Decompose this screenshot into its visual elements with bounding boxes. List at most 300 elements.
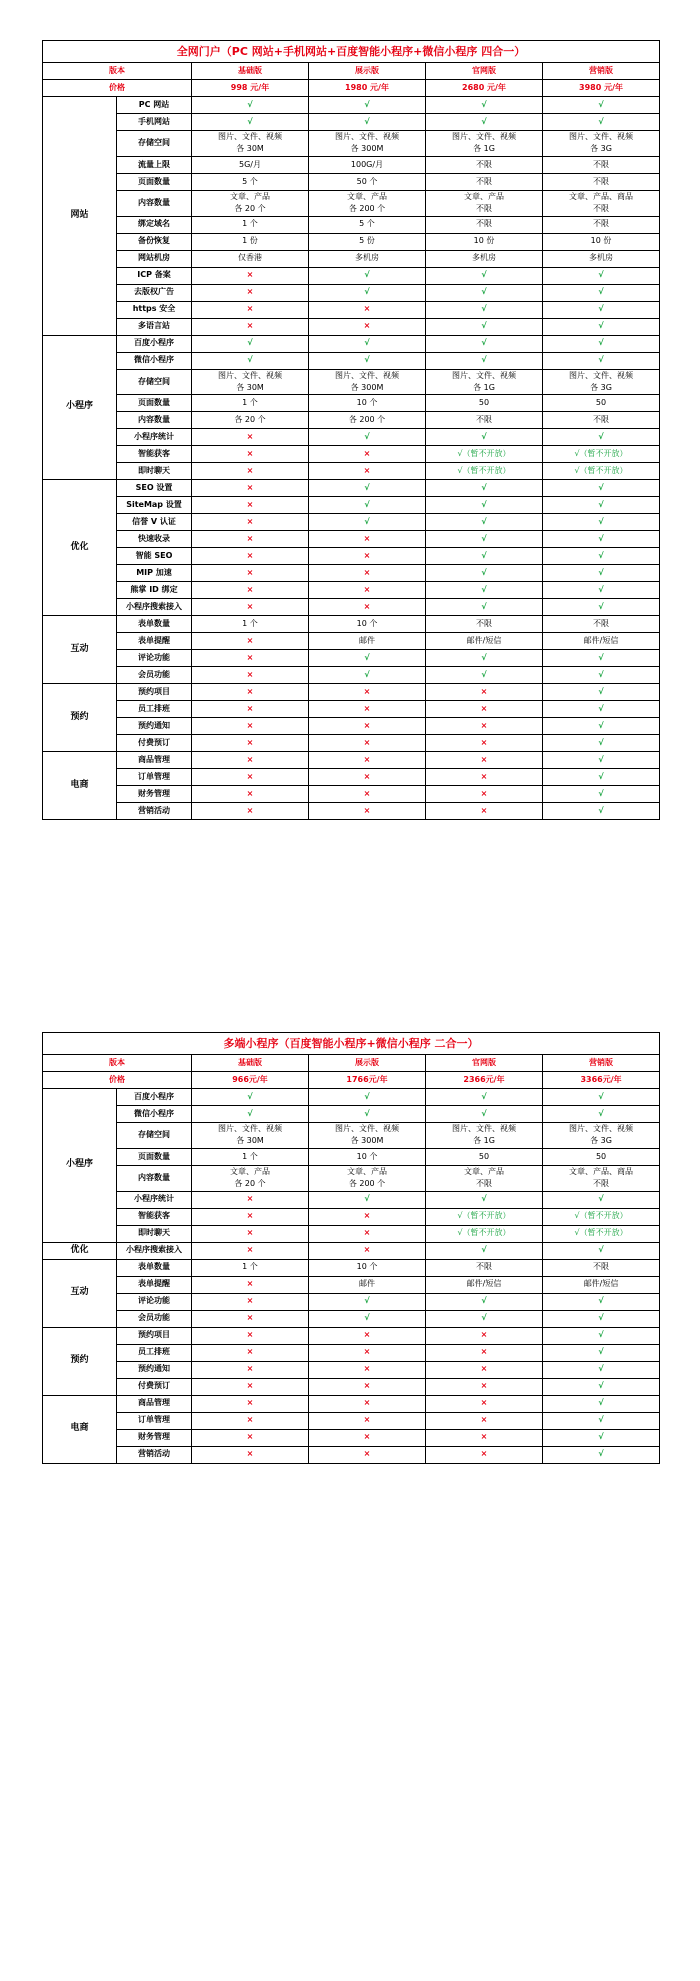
feature-value: √ — [309, 1310, 426, 1327]
feature-value: √ — [543, 582, 660, 599]
feature-row — [43, 131, 660, 157]
cell-line: 图片、文件、视频 — [569, 132, 633, 141]
feature-row — [43, 1344, 660, 1361]
feature-value: √ — [426, 650, 543, 667]
feature-name: 页面数量 — [117, 1148, 192, 1165]
feature-value: 多机房 — [543, 250, 660, 267]
feature-value: × — [192, 599, 309, 616]
feature-row — [43, 395, 660, 412]
feature-value — [426, 190, 543, 216]
price-value: 1766元/年 — [309, 1072, 426, 1089]
feature-name: SiteMap 设置 — [117, 497, 192, 514]
feature-name: 付费预订 — [117, 1378, 192, 1395]
feature-value: × — [426, 1344, 543, 1361]
version-name: 基础版 — [192, 1055, 309, 1072]
feature-value: × — [192, 565, 309, 582]
feature-value: × — [426, 1395, 543, 1412]
cell-line: 各 3G — [590, 144, 612, 154]
feature-value — [426, 1123, 543, 1149]
feature-name: 财务管理 — [117, 1429, 192, 1446]
feature-name: 流量上限 — [117, 156, 192, 173]
feature-name: 会员功能 — [117, 1310, 192, 1327]
feature-value — [192, 369, 309, 395]
feature-value: √ — [309, 352, 426, 369]
feature-value: √ — [309, 97, 426, 114]
feature-value: × — [309, 565, 426, 582]
feature-row — [43, 1446, 660, 1463]
feature-value: × — [309, 1225, 426, 1242]
feature-row — [43, 650, 660, 667]
feature-value: 不限 — [426, 216, 543, 233]
feature-value: √ — [543, 531, 660, 548]
feature-row — [43, 480, 660, 497]
feature-value: × — [426, 1327, 543, 1344]
feature-name: 营销活动 — [117, 1446, 192, 1463]
feature-name: 表单数量 — [117, 616, 192, 633]
table-title: 全网门户（PC 网站+手机网站+百度智能小程序+微信小程序 四合一） — [43, 41, 660, 63]
feature-value: 不限 — [426, 1259, 543, 1276]
feature-row — [43, 531, 660, 548]
feature-name: PC 网站 — [117, 97, 192, 114]
feature-row — [43, 1106, 660, 1123]
cell-line: 图片、文件、视频 — [218, 132, 282, 141]
feature-value — [543, 131, 660, 157]
feature-row — [43, 429, 660, 446]
feature-value: 10 个 — [309, 616, 426, 633]
feature-value: × — [192, 480, 309, 497]
feature-value: × — [309, 599, 426, 616]
feature-value: 10 份 — [543, 233, 660, 250]
feature-value: × — [192, 429, 309, 446]
feature-value: √ — [543, 284, 660, 301]
group-label: 小程序 — [43, 335, 117, 480]
feature-row — [43, 1191, 660, 1208]
feature-row — [43, 786, 660, 803]
feature-name: 存储空间 — [117, 369, 192, 395]
feature-value: × — [192, 514, 309, 531]
feature-name: 内容数量 — [117, 1165, 192, 1191]
feature-name: 百度小程序 — [117, 1089, 192, 1106]
feature-value: × — [192, 301, 309, 318]
feature-value: × — [309, 531, 426, 548]
feature-value: √ — [543, 650, 660, 667]
feature-value: √ — [426, 548, 543, 565]
feature-row — [43, 301, 660, 318]
feature-row — [43, 1310, 660, 1327]
feature-value: √（暂不开放） — [543, 1225, 660, 1242]
feature-name: 微信小程序 — [117, 352, 192, 369]
feature-name: 员工排班 — [117, 701, 192, 718]
feature-value: × — [192, 1310, 309, 1327]
feature-row — [43, 1165, 660, 1191]
cell-line: 各 200 个 — [348, 204, 386, 214]
cell-line: 文章、产品 — [347, 1166, 387, 1176]
feature-value: × — [192, 752, 309, 769]
feature-row — [43, 1208, 660, 1225]
feature-value: √ — [543, 803, 660, 820]
title-row — [43, 41, 660, 63]
feature-value: × — [192, 650, 309, 667]
feature-value: 不限 — [543, 1259, 660, 1276]
feature-row — [43, 514, 660, 531]
feature-value: 邮件/短信 — [543, 1276, 660, 1293]
feature-value: × — [426, 803, 543, 820]
feature-value: × — [192, 1429, 309, 1446]
feature-value: × — [426, 735, 543, 752]
feature-value: √ — [543, 514, 660, 531]
feature-value: √ — [309, 335, 426, 352]
feature-name: 即时聊天 — [117, 463, 192, 480]
feature-value — [192, 190, 309, 216]
feature-name: SEO 设置 — [117, 480, 192, 497]
feature-value: × — [309, 1395, 426, 1412]
cell-line: 图片、文件、视频 — [452, 370, 516, 380]
feature-row — [43, 335, 660, 352]
feature-name: 存储空间 — [117, 131, 192, 157]
feature-name: 智能获客 — [117, 1208, 192, 1225]
feature-name: 订单管理 — [117, 769, 192, 786]
pricing-table-all-in-one — [42, 40, 660, 820]
feature-row — [43, 1361, 660, 1378]
feature-value: × — [309, 548, 426, 565]
feature-row — [43, 718, 660, 735]
feature-value: √ — [426, 480, 543, 497]
feature-value: √ — [309, 267, 426, 284]
feature-value: × — [192, 1208, 309, 1225]
cell-line: 各 1G — [473, 1136, 495, 1146]
feature-value: √ — [543, 786, 660, 803]
feature-value: √ — [543, 667, 660, 684]
feature-name: 付费预订 — [117, 735, 192, 752]
cell-line: 图片、文件、视频 — [335, 1124, 399, 1133]
cell-line: 各 300M — [350, 382, 384, 392]
feature-value: × — [309, 1208, 426, 1225]
feature-value: √ — [543, 1293, 660, 1310]
feature-value — [543, 1123, 660, 1149]
feature-value: √ — [543, 548, 660, 565]
group-label: 互动 — [43, 616, 117, 684]
feature-value: √ — [543, 1242, 660, 1259]
price-value: 3366元/年 — [543, 1072, 660, 1089]
version-name: 基础版 — [192, 63, 309, 80]
feature-value: √（暂不开放） — [543, 1208, 660, 1225]
feature-value: × — [426, 1429, 543, 1446]
feature-row — [43, 769, 660, 786]
feature-value: × — [309, 446, 426, 463]
feature-value: × — [426, 1412, 543, 1429]
feature-value: × — [192, 769, 309, 786]
feature-value: √ — [426, 284, 543, 301]
version-header-row — [43, 1055, 660, 1072]
group-label: 网站 — [43, 97, 117, 336]
feature-name: 商品管理 — [117, 1395, 192, 1412]
feature-value — [192, 131, 309, 157]
feature-value — [309, 131, 426, 157]
feature-value: 1 个 — [192, 1259, 309, 1276]
feature-value: 50 — [543, 395, 660, 412]
feature-value: × — [309, 301, 426, 318]
feature-value: 5G/月 — [192, 156, 309, 173]
feature-value: 不限 — [426, 412, 543, 429]
feature-value: √ — [543, 1344, 660, 1361]
feature-value: √（暂不开放） — [543, 446, 660, 463]
feature-value: √ — [543, 1378, 660, 1395]
feature-value: √ — [543, 718, 660, 735]
feature-value: 不限 — [426, 173, 543, 190]
feature-row — [43, 412, 660, 429]
feature-row — [43, 582, 660, 599]
feature-row — [43, 1378, 660, 1395]
feature-row — [43, 684, 660, 701]
cell-line: 图片、文件、视频 — [335, 132, 399, 141]
feature-value: √ — [426, 429, 543, 446]
feature-value: √ — [192, 97, 309, 114]
feature-value: × — [426, 786, 543, 803]
feature-name: 表单提醒 — [117, 633, 192, 650]
feature-value: 各 200 个 — [309, 412, 426, 429]
feature-value: √ — [543, 769, 660, 786]
feature-name: 评论功能 — [117, 650, 192, 667]
feature-value: √ — [426, 267, 543, 284]
feature-value: 不限 — [543, 616, 660, 633]
feature-value: √ — [192, 335, 309, 352]
feature-value: √ — [426, 352, 543, 369]
feature-value: × — [192, 1242, 309, 1259]
feature-value: × — [192, 803, 309, 820]
feature-value: × — [309, 769, 426, 786]
feature-row — [43, 446, 660, 463]
feature-value — [543, 190, 660, 216]
feature-value: √ — [426, 565, 543, 582]
cell-line: 文章、产品 — [230, 1166, 270, 1176]
feature-value: √ — [426, 514, 543, 531]
feature-value: √ — [192, 1089, 309, 1106]
feature-value: 50 个 — [309, 173, 426, 190]
cell-line: 图片、文件、视频 — [569, 1124, 634, 1133]
cell-line: 各 30M — [236, 1136, 264, 1146]
feature-value: × — [426, 684, 543, 701]
feature-name: 信誉 V 认证 — [117, 514, 192, 531]
feature-row — [43, 233, 660, 250]
feature-value — [309, 190, 426, 216]
pricing-table-mini-program — [42, 1032, 660, 1464]
feature-value: × — [192, 718, 309, 735]
cell-line: 文章、产品 — [464, 1166, 504, 1176]
feature-value — [426, 1165, 543, 1191]
feature-row — [43, 463, 660, 480]
price-row — [43, 1072, 660, 1089]
feature-value: × — [192, 1412, 309, 1429]
feature-value: 各 20 个 — [192, 412, 309, 429]
feature-row — [43, 497, 660, 514]
feature-value: × — [192, 284, 309, 301]
feature-name: 订单管理 — [117, 1412, 192, 1429]
feature-value: 不限 — [543, 173, 660, 190]
feature-value: 50 — [543, 1148, 660, 1165]
feature-row — [43, 1429, 660, 1446]
feature-value: × — [192, 786, 309, 803]
feature-value: × — [309, 1361, 426, 1378]
feature-value: 50 — [426, 395, 543, 412]
feature-value: × — [309, 786, 426, 803]
price-row — [43, 80, 660, 97]
feature-value: √ — [543, 318, 660, 335]
cell-line: 各 3G — [590, 382, 612, 392]
feature-value: × — [309, 463, 426, 480]
feature-row — [43, 599, 660, 616]
feature-value: × — [309, 1446, 426, 1463]
price-value: 3980 元/年 — [543, 80, 660, 97]
pricing-table-body — [43, 1033, 660, 1464]
feature-value: × — [192, 1276, 309, 1293]
feature-value: √ — [426, 1191, 543, 1208]
feature-value: × — [192, 1446, 309, 1463]
feature-row — [43, 1395, 660, 1412]
table-title: 多端小程序（百度智能小程序+微信小程序 二合一） — [43, 1033, 660, 1055]
feature-row — [43, 735, 660, 752]
feature-value: × — [192, 1344, 309, 1361]
feature-row — [43, 267, 660, 284]
feature-name: 营销活动 — [117, 803, 192, 820]
feature-value: √ — [426, 1242, 543, 1259]
feature-value: √ — [543, 1361, 660, 1378]
feature-value: × — [309, 1242, 426, 1259]
feature-row — [43, 701, 660, 718]
cell-line: 各 30M — [236, 144, 264, 154]
version-name: 营销版 — [543, 63, 660, 80]
feature-row — [43, 1276, 660, 1293]
feature-value — [543, 369, 660, 395]
feature-value: × — [192, 548, 309, 565]
feature-value: × — [426, 752, 543, 769]
feature-value: √ — [309, 1106, 426, 1123]
cell-line: 各 1G — [473, 382, 495, 392]
feature-value: 10 个 — [309, 1148, 426, 1165]
feature-value: √ — [426, 301, 543, 318]
feature-value: × — [309, 752, 426, 769]
feature-value: 50 — [426, 1148, 543, 1165]
feature-value: × — [309, 1327, 426, 1344]
feature-value: √ — [426, 599, 543, 616]
feature-value: √ — [543, 735, 660, 752]
feature-value: × — [192, 1361, 309, 1378]
feature-value: √ — [543, 599, 660, 616]
feature-row — [43, 1123, 660, 1149]
feature-value: × — [192, 463, 309, 480]
feature-name: 评论功能 — [117, 1293, 192, 1310]
feature-name: 智能 SEO — [117, 548, 192, 565]
feature-value: × — [192, 735, 309, 752]
feature-row — [43, 156, 660, 173]
cell-line: 不限 — [593, 1179, 610, 1189]
feature-value: √（暂不开放） — [543, 463, 660, 480]
feature-value: × — [426, 1361, 543, 1378]
version-header-label: 版本 — [43, 1055, 192, 1072]
feature-value: × — [192, 446, 309, 463]
feature-value: 5 个 — [192, 173, 309, 190]
price-value: 1980 元/年 — [309, 80, 426, 97]
feature-value: √ — [543, 565, 660, 582]
feature-value — [426, 369, 543, 395]
cell-line: 各 30M — [236, 382, 264, 392]
feature-value: × — [192, 1327, 309, 1344]
feature-value: √ — [309, 667, 426, 684]
version-name: 官网版 — [426, 1055, 543, 1072]
feature-value: √ — [543, 684, 660, 701]
feature-value: √ — [543, 352, 660, 369]
price-label: 价格 — [43, 1072, 192, 1089]
cell-line: 各 20 个 — [234, 204, 266, 214]
feature-row — [43, 1089, 660, 1106]
cell-line: 各 20 个 — [234, 1179, 266, 1189]
version-name: 营销版 — [543, 1055, 660, 1072]
feature-value: 多机房 — [309, 250, 426, 267]
feature-name: 预约通知 — [117, 1361, 192, 1378]
feature-value: × — [192, 1395, 309, 1412]
feature-value: √ — [309, 1293, 426, 1310]
price-value: 2680 元/年 — [426, 80, 543, 97]
feature-value: √ — [309, 480, 426, 497]
feature-value: √ — [309, 1191, 426, 1208]
feature-row — [43, 1242, 660, 1259]
cell-line: 不限 — [476, 1179, 492, 1189]
feature-name: 即时聊天 — [117, 1225, 192, 1242]
feature-name: https 安全 — [117, 301, 192, 318]
feature-value: × — [309, 718, 426, 735]
feature-value: 多机房 — [426, 250, 543, 267]
feature-value: √ — [543, 752, 660, 769]
cell-line: 各 3G — [590, 1136, 612, 1146]
feature-row — [43, 284, 660, 301]
feature-value: √ — [543, 1412, 660, 1429]
feature-value: √ — [543, 1106, 660, 1123]
cell-line: 不限 — [476, 204, 492, 214]
feature-value: 5 份 — [309, 233, 426, 250]
feature-row — [43, 633, 660, 650]
feature-value: × — [192, 1225, 309, 1242]
group-label: 预约 — [43, 684, 117, 752]
feature-value: × — [309, 1429, 426, 1446]
group-label: 互动 — [43, 1259, 117, 1327]
version-name: 展示版 — [309, 1055, 426, 1072]
feature-value: 不限 — [426, 616, 543, 633]
feature-name: 预约通知 — [117, 718, 192, 735]
feature-row — [43, 1327, 660, 1344]
feature-value: × — [309, 1412, 426, 1429]
feature-value: 不限 — [543, 156, 660, 173]
version-header-row — [43, 63, 660, 80]
feature-value: × — [426, 701, 543, 718]
feature-name: 绑定域名 — [117, 216, 192, 233]
feature-value: √（暂不开放） — [426, 463, 543, 480]
feature-value: 1 个 — [192, 1148, 309, 1165]
group-label: 小程序 — [43, 1089, 117, 1243]
feature-value: √ — [426, 1310, 543, 1327]
feature-value: × — [192, 701, 309, 718]
cell-line: 文章、产品、商品 — [569, 191, 633, 201]
group-label: 优化 — [43, 1242, 117, 1259]
feature-value: 10 个 — [309, 395, 426, 412]
version-header-label: 版本 — [43, 63, 192, 80]
feature-row — [43, 114, 660, 131]
feature-value: × — [192, 1293, 309, 1310]
feature-value: 1 个 — [192, 395, 309, 412]
cell-line: 各 300M — [350, 1136, 384, 1146]
feature-value: 邮件/短信 — [543, 633, 660, 650]
cell-line: 图片、文件、视频 — [569, 370, 633, 380]
feature-name: 百度小程序 — [117, 335, 192, 352]
feature-value: √ — [426, 318, 543, 335]
